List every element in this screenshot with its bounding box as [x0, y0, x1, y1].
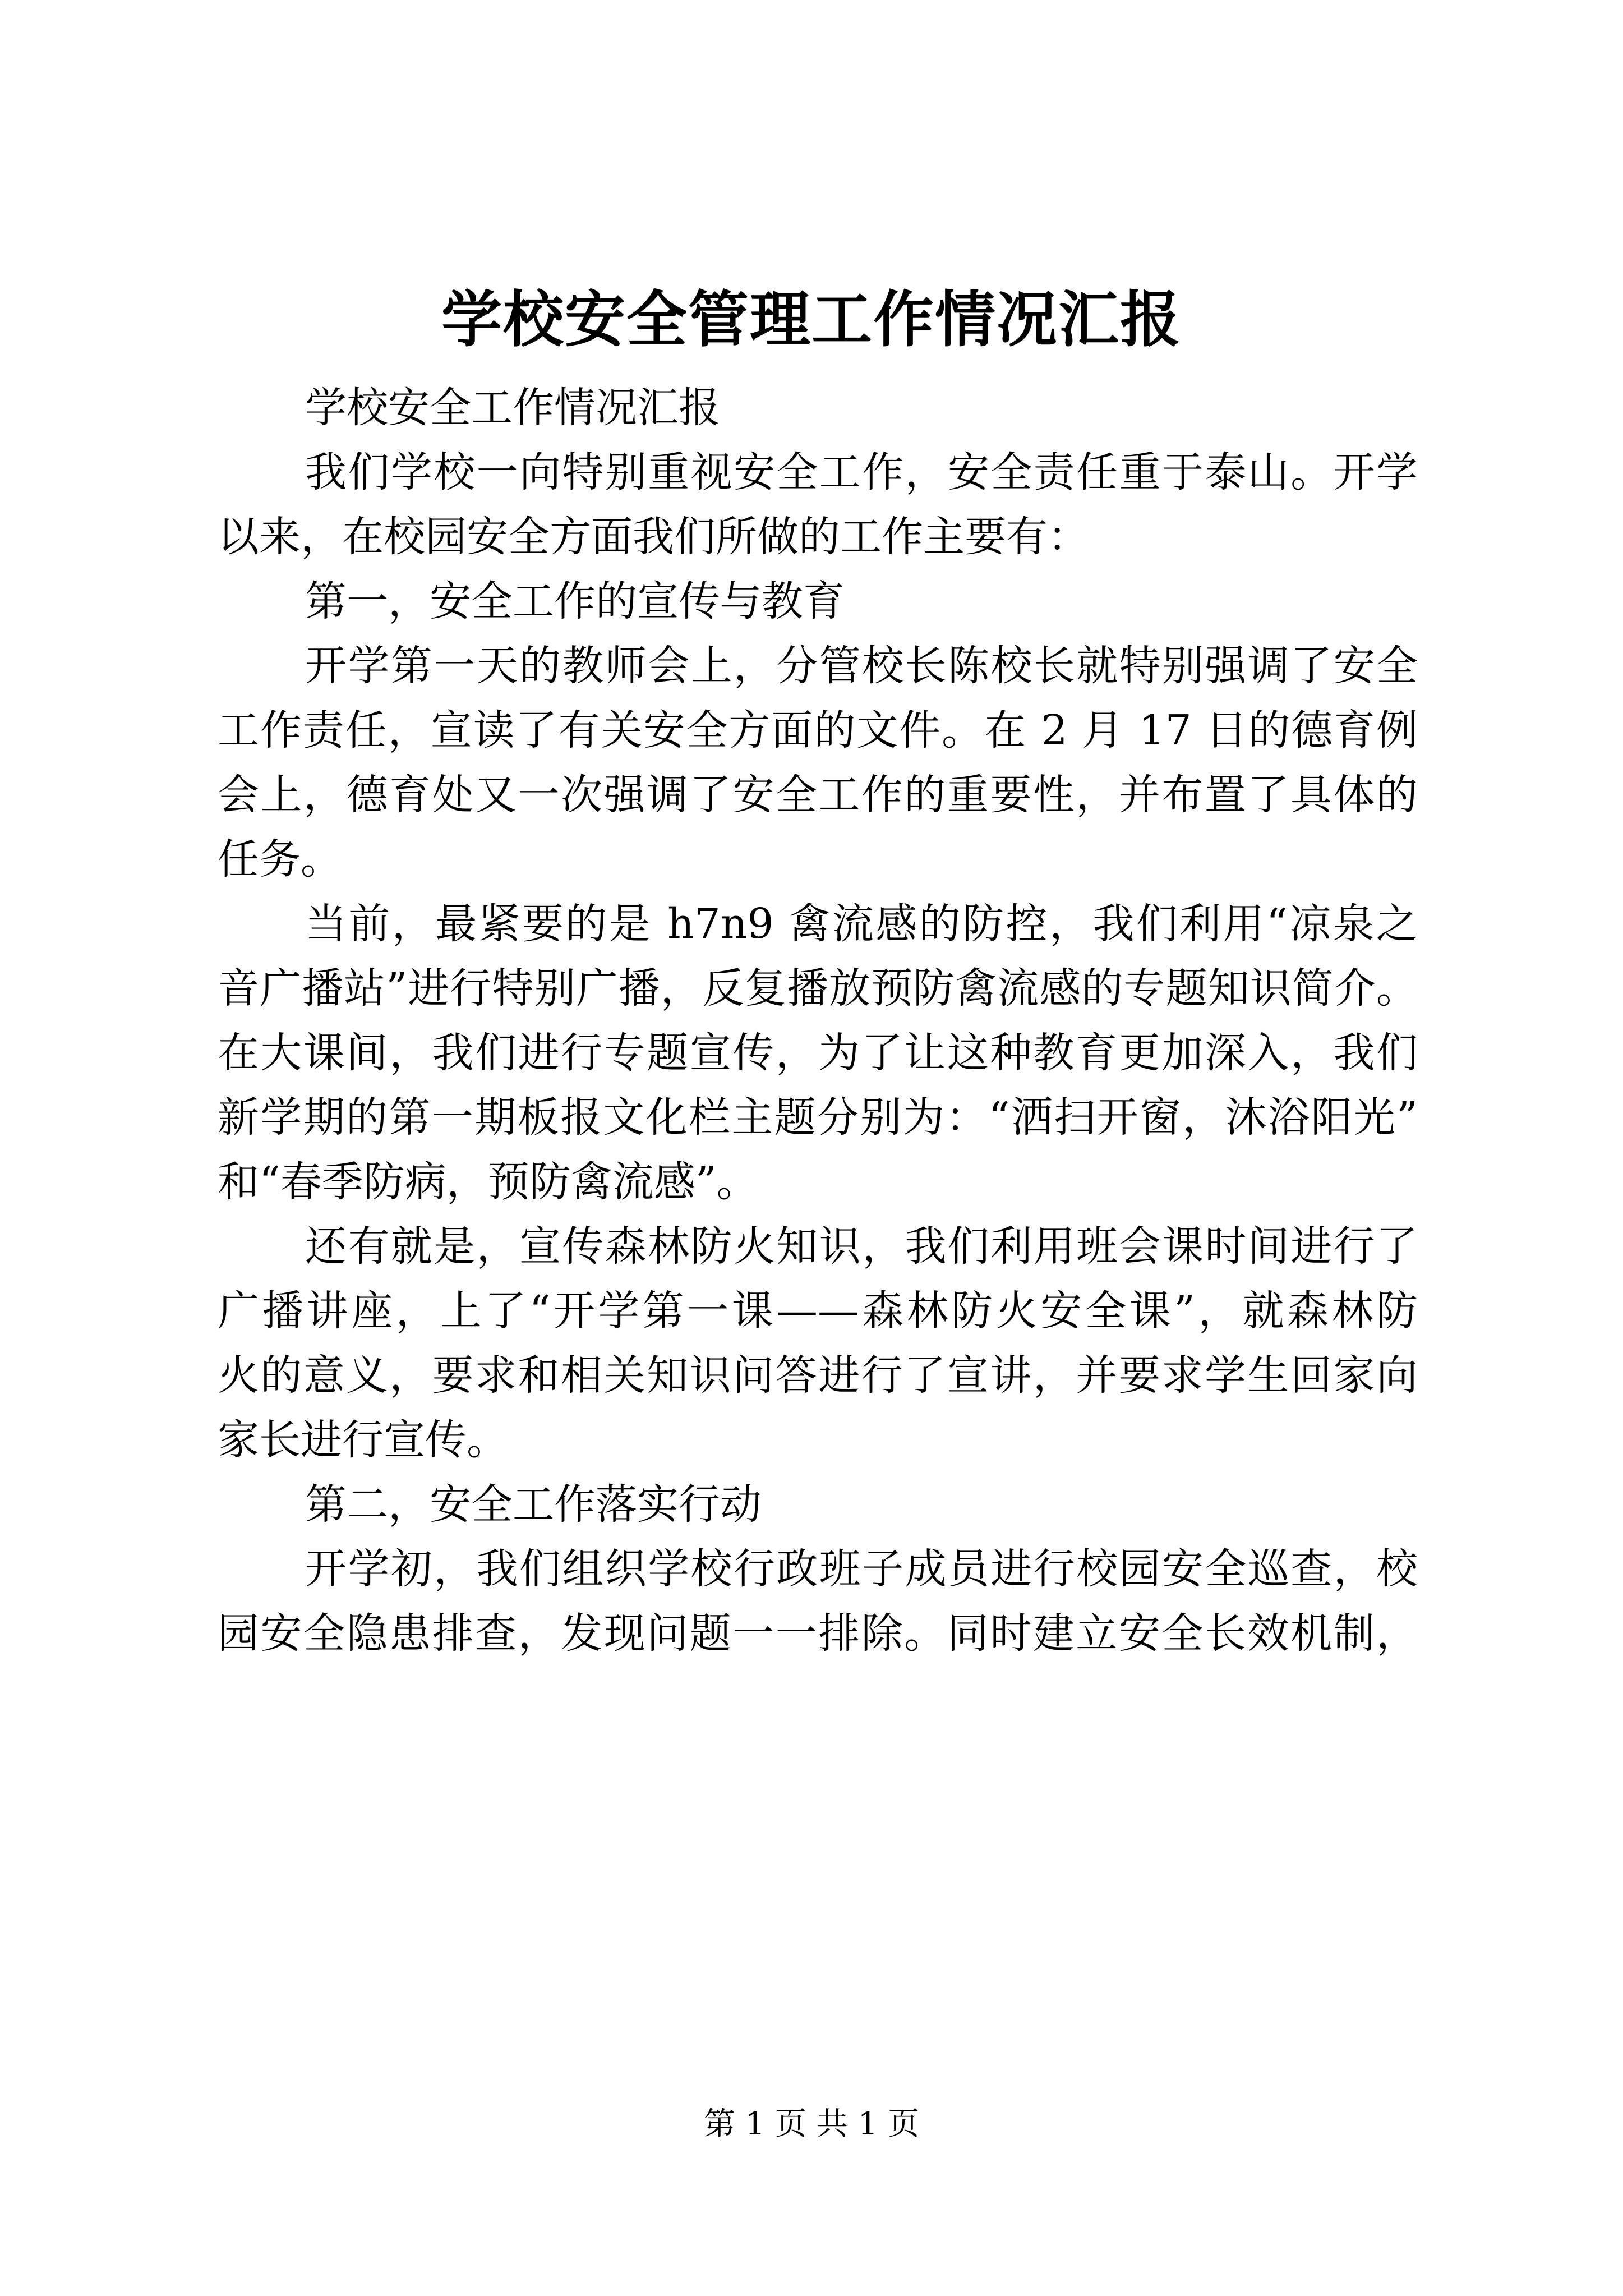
paragraph-line: 任务。 [218, 835, 342, 884]
paragraph-line: 会上，德育处又一次强调了安全工作的重要性，并布置了具体的 [218, 771, 1418, 819]
paragraph-line: 在大课间，我们进行专题宣传，为了让这种教育更加深入，我们 [218, 1029, 1418, 1077]
paragraph-line: 广播讲座，上了“开学第一课——森林防火安全课”，就森林防 [218, 1287, 1418, 1335]
paragraph-line: 音广播站”进行特别广播，反复播放预防禽流感的专题知识简介。 [218, 964, 1418, 1013]
subtitle-line: 学校安全工作情况汇报 [305, 384, 720, 432]
paragraph-line: 开学初，我们组织学校行政班子成员进行校园安全巡查，校 [305, 1545, 1418, 1593]
section-heading: 第二，安全工作落实行动 [305, 1480, 762, 1529]
paragraph-line: 还有就是，宣传森林防火知识，我们利用班会课时间进行了 [305, 1222, 1418, 1271]
paragraph-line: 新学期的第一期板报文化栏主题分别为：“洒扫开窗，沐浴阳光” [218, 1093, 1418, 1142]
page-footer: 第 1 页 共 1 页 [703, 2106, 920, 2142]
paragraph-line: 我们学校一向特别重视安全工作，安全责任重于泰山。开学 [305, 448, 1418, 496]
paragraph-line: 和“春季防病，预防禽流感”。 [218, 1158, 758, 1206]
paragraph-line: 工作责任，宣读了有关安全方面的文件。在 2 月 17 日的德育例 [218, 706, 1418, 754]
paragraph-line: 当前，最紧要的是 h7n9 禽流感的防控，我们利用“凉泉之 [305, 900, 1418, 948]
section-heading: 第一，安全工作的宣传与教育 [305, 577, 845, 625]
paragraph-line: 以来，在校园安全方面我们所做的工作主要有： [218, 513, 1089, 561]
document-title: 学校安全管理工作情况汇报 [441, 284, 1182, 355]
paragraph-line: 火的意义，要求和相关知识问答进行了宣讲，并要求学生回家向 [218, 1351, 1418, 1400]
paragraph-line: 家长进行宣传。 [218, 1416, 508, 1464]
paragraph-line: 开学第一天的教师会上，分管校长陈校长就特别强调了安全 [305, 642, 1418, 690]
paragraph-line: 园安全隐患排查，发现问题一一排除。同时建立安全长效机制， [218, 1609, 1418, 1658]
